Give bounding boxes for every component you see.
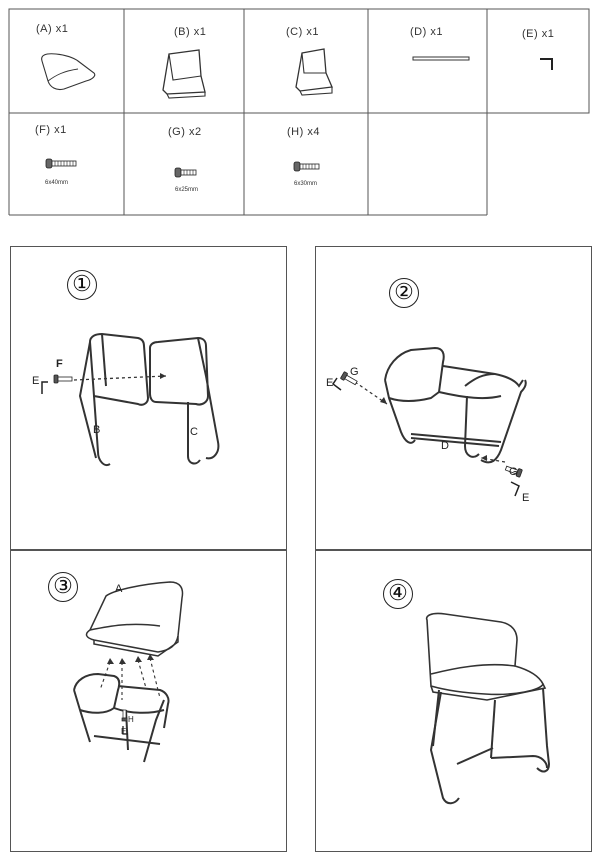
part-e-label xyxy=(522,28,554,40)
step-1-label-f: F xyxy=(56,358,63,370)
bolt-g-size: 6x25mm xyxy=(175,187,199,193)
step-2-label-g2: G xyxy=(509,466,518,478)
step-1-label-e: E xyxy=(32,375,40,387)
part-f-qty: x1 xyxy=(54,124,67,136)
part-f-label xyxy=(35,124,67,136)
step-2-diagram xyxy=(315,246,592,550)
part-cell-f xyxy=(9,113,124,215)
step-4-assembled-chair xyxy=(315,550,592,852)
right-frame-part-icon xyxy=(288,43,348,103)
part-cell-b xyxy=(124,9,244,113)
part-b-name: (B) xyxy=(174,26,191,38)
part-cell-d xyxy=(368,9,487,113)
crossbar-part-icon xyxy=(412,55,472,63)
bolt-f-icon xyxy=(45,157,79,171)
step-3-diagram xyxy=(10,550,287,852)
part-a-qty: x1 xyxy=(55,23,69,35)
part-d-label xyxy=(410,26,443,38)
part-g-qty: x2 xyxy=(188,126,202,138)
part-cell-g xyxy=(124,113,244,215)
bolt-h-size: 6x30mm xyxy=(294,181,318,187)
allen-key-part-icon xyxy=(538,56,558,76)
left-frame-part-icon xyxy=(157,46,217,106)
step-1-label-b: B xyxy=(93,424,101,436)
step-1-diagram xyxy=(10,246,287,550)
part-a-name: (A) xyxy=(36,23,53,35)
step-4-number: ④ xyxy=(383,579,413,609)
part-e-name: (E) xyxy=(522,28,539,40)
step-2-label-g1: G xyxy=(350,366,359,378)
bolt-f-size: 6x40mm xyxy=(45,180,69,186)
step-3-label-h: H xyxy=(128,715,134,724)
part-c-label xyxy=(286,26,319,38)
part-b-qty: x1 xyxy=(193,26,207,38)
seat-part-icon xyxy=(34,47,104,97)
part-cell-e xyxy=(487,9,589,113)
step-3-number: ③ xyxy=(48,572,78,602)
part-d-qty: x1 xyxy=(430,26,443,38)
part-b-label xyxy=(174,26,206,38)
step-1-label-c: C xyxy=(190,426,198,438)
bolt-g-icon xyxy=(174,166,200,180)
step-2-label-d: D xyxy=(441,440,449,452)
part-h-qty: x4 xyxy=(307,126,320,138)
part-cell-h xyxy=(244,113,368,215)
bolt-h-icon xyxy=(293,160,323,174)
part-e-qty: x1 xyxy=(541,28,555,40)
step-2-label-e1: E xyxy=(326,377,334,389)
step-3-label-a: A xyxy=(115,583,123,595)
step-2-number: ② xyxy=(389,278,419,308)
step-1-number: ① xyxy=(67,270,97,300)
part-c-name: (C) xyxy=(286,26,303,38)
part-f-name: (F) xyxy=(35,124,51,136)
part-g-name: (G) xyxy=(168,126,186,138)
part-h-name: (H) xyxy=(287,126,304,138)
part-c-qty: x1 xyxy=(306,26,319,38)
step-3-label-e: E xyxy=(121,727,127,736)
step-2-label-e2: E xyxy=(522,492,530,504)
part-d-name: (D) xyxy=(410,26,427,38)
part-a-label xyxy=(36,23,68,35)
part-cell-c xyxy=(244,9,368,113)
part-cell-a xyxy=(9,9,124,113)
part-h-label xyxy=(287,126,320,138)
part-g-label xyxy=(168,126,202,138)
